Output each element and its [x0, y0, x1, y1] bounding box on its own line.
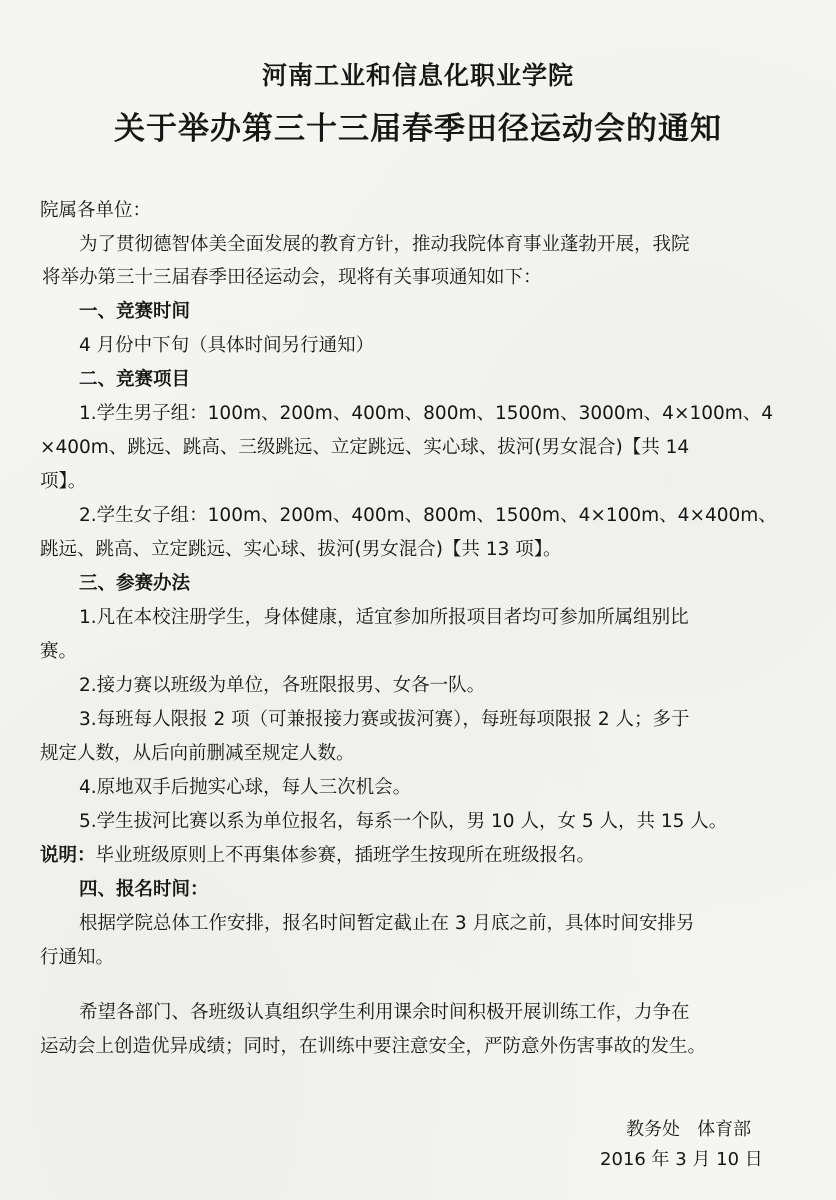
notice-title: 关于举办第三十三届春季田径运动会的通知 — [114, 111, 722, 147]
school-name: 河南工业和信息化职业学院 — [261, 61, 574, 90]
section-4-heading: 四、报名时间： — [79, 879, 209, 900]
section-1-heading: 一、竞赛时间 — [79, 301, 191, 322]
closing-line-1: 希望各部门、各班级认真组织学生利用课余时间积极开展训练工作，力争在 — [79, 1002, 690, 1023]
rule-1-line-1: 1.凡在本校注册学生，身体健康，适宜参加所报项目者均可参加所属组别比 — [79, 607, 689, 628]
rule-2: 2.接力赛以班级为单位，各班限报男、女各一队。 — [79, 675, 486, 696]
salutation: 院属各单位： — [40, 200, 152, 221]
section-2-heading: 二、竞赛项目 — [79, 369, 191, 390]
men-events-line-3: 项】。 — [40, 471, 87, 492]
note-text: 毕业班级原则上不再集体参赛，插班学生按现所在班级报名。 — [95, 845, 596, 866]
signing-date: 2016 年 3 月 10 日 — [600, 1149, 763, 1170]
rule-3-line-1: 3.每班每人限报 2 项（可兼报接力赛或拔河赛），每班每项限报 2 人；多于 — [79, 709, 690, 730]
note — [40, 843, 595, 869]
closing-line-2: 运动会上创造优异成绩；同时，在训练中要注意安全，严防意外伤害事故的发生。 — [40, 1036, 707, 1057]
note-label: 说明： — [40, 845, 96, 866]
women-events-line-2: 跳远、跳高、立定跳远、实心球、拔河(男女混合)【共 13 项】。 — [40, 539, 562, 560]
rule-4: 4.原地双手后抛实心球，每人三次机会。 — [79, 777, 412, 798]
rule-3-line-2: 规定人数，从后向前删减至规定人数。 — [40, 743, 355, 764]
intro-line-1: 为了贯彻德智体美全面发展的教育方针，推动我院体育事业蓬勃开展，我院 — [79, 234, 690, 255]
section-4-text-line-1: 根据学院总体工作安排，报名时间暂定截止在 3 月底之前，具体时间安排另 — [79, 913, 695, 934]
rule-1-line-2: 赛。 — [40, 641, 78, 662]
section-1-text: 4 月份中下旬（具体时间另行通知） — [79, 335, 375, 356]
signing-departments: 教务处 体育部 — [626, 1119, 752, 1140]
intro-line-2: 将举办第三十三届春季田径运动会，现将有关事项通知如下： — [42, 267, 542, 288]
men-events-line-2: ×400m、跳远、跳高、三级跳远、立定跳远、实心球、拔河(男女混合)【共 14 — [40, 437, 690, 458]
women-events-line-1: 2.学生女子组：100m、200m、400m、800m、1500m、4×100m、4×400m、 — [79, 505, 777, 526]
section-3-heading: 三、参赛办法 — [79, 573, 191, 594]
rule-5: 5.学生拔河比赛以系为单位报名，每系一个队，男 10 人，女 5 人，共 15 人。 — [79, 811, 728, 832]
men-events-line-1: 1.学生男子组：100m、200m、400m、800m、1500m、3000m、4×100m、4 — [79, 403, 774, 424]
section-4-text-line-2: 行通知。 — [40, 947, 115, 968]
